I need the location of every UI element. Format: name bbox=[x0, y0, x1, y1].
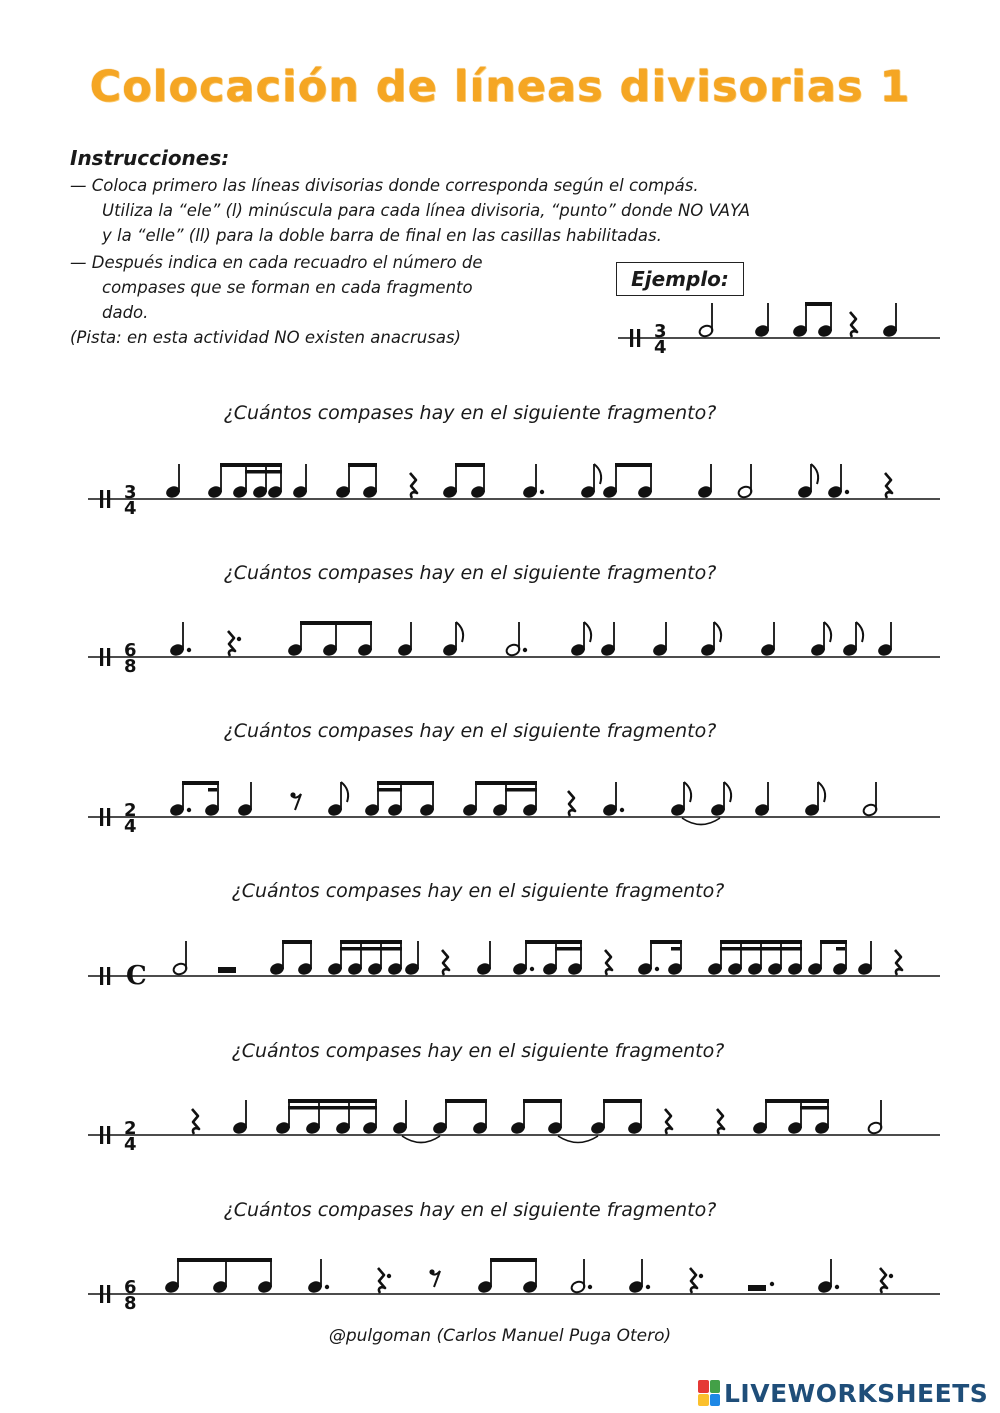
quarter-rest bbox=[665, 1109, 672, 1134]
note-beam-secondary bbox=[208, 788, 217, 792]
instruction-line: dado. bbox=[102, 303, 149, 322]
note-beam-secondary bbox=[836, 947, 845, 951]
start-repeat-bar bbox=[100, 1285, 103, 1303]
note-beam-secondary bbox=[720, 947, 802, 951]
quarter-rest bbox=[850, 312, 857, 337]
augmentation-dot bbox=[646, 1285, 650, 1289]
note-beam bbox=[805, 302, 832, 306]
start-repeat-bar bbox=[100, 1126, 103, 1144]
note-beam bbox=[525, 940, 582, 944]
half-rest bbox=[218, 967, 236, 973]
quarter-rest bbox=[880, 1268, 887, 1293]
start-repeat-bar bbox=[100, 808, 103, 826]
question-4: ¿Cuántos compases hay en el siguiente fragmento? bbox=[231, 880, 725, 902]
note-beam bbox=[288, 1099, 377, 1103]
tie bbox=[682, 818, 720, 825]
start-repeat-bar bbox=[107, 1285, 110, 1303]
note-flag bbox=[856, 622, 863, 642]
augmentation-dot bbox=[187, 648, 191, 652]
augmentation-dot bbox=[835, 1285, 839, 1289]
augmentation-dot bbox=[699, 1274, 703, 1278]
time-signature-top: 2 bbox=[124, 800, 137, 821]
augmentation-dot bbox=[889, 1274, 893, 1278]
instruction-line: compases que se forman en cada fragmento bbox=[102, 278, 473, 297]
note-beam bbox=[820, 940, 847, 944]
instruction-line: — Coloca primero las líneas divisorias donde corresponda según el compás. bbox=[70, 176, 699, 195]
author-credit: @pulgoman (Carlos Manuel Puga Otero) bbox=[328, 1326, 672, 1346]
liveworksheets-logo bbox=[698, 1378, 988, 1408]
liveworksheets-wordmark: LIVEWORKSHEETS bbox=[724, 1378, 989, 1408]
note-beam bbox=[348, 463, 377, 467]
quarter-rest bbox=[442, 950, 449, 975]
augmentation-dot bbox=[770, 1282, 774, 1286]
note-beam bbox=[377, 781, 434, 785]
question-2: ¿Cuántos compases hay en el siguiente fragmento? bbox=[223, 562, 717, 584]
note-flag bbox=[824, 622, 831, 642]
note-beam bbox=[340, 940, 402, 944]
example-label: Ejemplo: bbox=[616, 262, 744, 296]
note-beam bbox=[765, 1099, 829, 1103]
instructions-heading: Instrucciones: bbox=[70, 146, 230, 170]
note-flag bbox=[724, 782, 731, 802]
time-signature-top: 6 bbox=[124, 640, 137, 661]
liveworksheets-logo-icon bbox=[698, 1380, 720, 1406]
note-beam-secondary bbox=[245, 470, 282, 474]
start-repeat-bar bbox=[107, 808, 110, 826]
augmentation-dot bbox=[530, 967, 534, 971]
note-flag bbox=[811, 464, 818, 484]
instruction-line: y la “elle” (ll) para la doble barra de final en las casillas habilitadas. bbox=[102, 226, 662, 245]
note-beam bbox=[282, 940, 312, 944]
start-repeat-bar bbox=[630, 329, 633, 347]
note-beam bbox=[300, 621, 372, 625]
quarter-rest bbox=[895, 950, 902, 975]
time-signature-bottom: 4 bbox=[124, 498, 137, 519]
note-beam-secondary bbox=[555, 947, 582, 951]
instruction-line: Utiliza la “ele” (l) minúscula para cada línea divisoria, “punto” donde NO VAYA bbox=[102, 201, 751, 220]
quarter-rest bbox=[192, 1109, 199, 1134]
tie bbox=[402, 1136, 440, 1143]
augmentation-dot bbox=[588, 1285, 592, 1289]
note-beam bbox=[182, 781, 219, 785]
note-flag bbox=[584, 622, 591, 642]
note-flag bbox=[456, 622, 463, 642]
start-repeat-bar bbox=[100, 648, 103, 666]
augmentation-dot bbox=[655, 967, 659, 971]
note-flag bbox=[594, 464, 601, 484]
quarter-rest bbox=[885, 473, 892, 498]
note-flag bbox=[341, 782, 348, 802]
time-signature-top: 3 bbox=[654, 321, 667, 342]
augmentation-dot bbox=[540, 490, 544, 494]
quarter-rest bbox=[410, 473, 417, 498]
time-signature-bottom: 4 bbox=[124, 816, 137, 837]
tie bbox=[558, 1136, 598, 1143]
note-flag bbox=[818, 782, 825, 802]
note-beam-secondary bbox=[377, 788, 402, 792]
augmentation-dot bbox=[620, 808, 624, 812]
page-title: Colocación de líneas divisorias 1 bbox=[89, 62, 911, 112]
note-beam bbox=[445, 1099, 487, 1103]
quarter-rest bbox=[690, 1268, 697, 1293]
augmentation-dot bbox=[237, 637, 241, 641]
time-signature-top: 3 bbox=[124, 482, 137, 503]
start-repeat-bar bbox=[107, 967, 110, 985]
start-repeat-bar bbox=[637, 329, 640, 347]
note-beam bbox=[455, 463, 485, 467]
time-signature-bottom: 4 bbox=[124, 1134, 137, 1155]
half-rest bbox=[748, 1285, 766, 1291]
start-repeat-bar bbox=[100, 490, 103, 508]
quarter-rest bbox=[228, 631, 235, 656]
augmentation-dot bbox=[523, 648, 527, 652]
instruction-line: — Después indica en cada recuadro el número de bbox=[70, 253, 483, 272]
note-flag bbox=[714, 622, 721, 642]
start-repeat-bar bbox=[107, 648, 110, 666]
start-repeat-bar bbox=[100, 967, 103, 985]
note-beam bbox=[615, 463, 652, 467]
question-1: ¿Cuántos compases hay en el siguiente fragmento? bbox=[223, 402, 717, 424]
note-beam bbox=[523, 1099, 562, 1103]
note-beam bbox=[490, 1258, 537, 1262]
time-signature-bottom: 4 bbox=[654, 337, 667, 358]
time-signature-bottom: 8 bbox=[124, 656, 137, 677]
note-beam bbox=[650, 940, 682, 944]
note-beam bbox=[177, 1258, 272, 1262]
instruction-hint: (Pista: en esta actividad NO existen anacrusas) bbox=[70, 328, 461, 347]
augmentation-dot bbox=[187, 808, 191, 812]
augmentation-dot bbox=[845, 490, 849, 494]
quarter-rest bbox=[378, 1268, 385, 1293]
time-signature-bottom: 8 bbox=[124, 1293, 137, 1314]
note-beam-secondary bbox=[288, 1106, 377, 1110]
question-6: ¿Cuántos compases hay en el siguiente fragmento? bbox=[223, 1199, 717, 1221]
augmentation-dot bbox=[325, 1285, 329, 1289]
time-signature-top: 2 bbox=[124, 1118, 137, 1139]
augmentation-dot bbox=[387, 1274, 391, 1278]
note-beam-secondary bbox=[800, 1106, 829, 1110]
note-flag bbox=[684, 782, 691, 802]
note-beam bbox=[720, 940, 802, 944]
question-5: ¿Cuántos compases hay en el siguiente fragmento? bbox=[231, 1040, 725, 1062]
question-3: ¿Cuántos compases hay en el siguiente fragmento? bbox=[223, 720, 717, 742]
note-beam bbox=[475, 781, 537, 785]
quarter-rest bbox=[605, 950, 612, 975]
quarter-rest bbox=[717, 1109, 724, 1134]
time-signature-top: 6 bbox=[124, 1277, 137, 1298]
note-beam-secondary bbox=[671, 947, 680, 951]
note-beam bbox=[603, 1099, 642, 1103]
note-beam-secondary bbox=[505, 788, 537, 792]
note-beam-secondary bbox=[340, 947, 402, 951]
start-repeat-bar bbox=[107, 490, 110, 508]
note-beam bbox=[220, 463, 282, 467]
quarter-rest bbox=[568, 791, 575, 816]
start-repeat-bar bbox=[107, 1126, 110, 1144]
time-signature-common: C bbox=[126, 961, 147, 991]
